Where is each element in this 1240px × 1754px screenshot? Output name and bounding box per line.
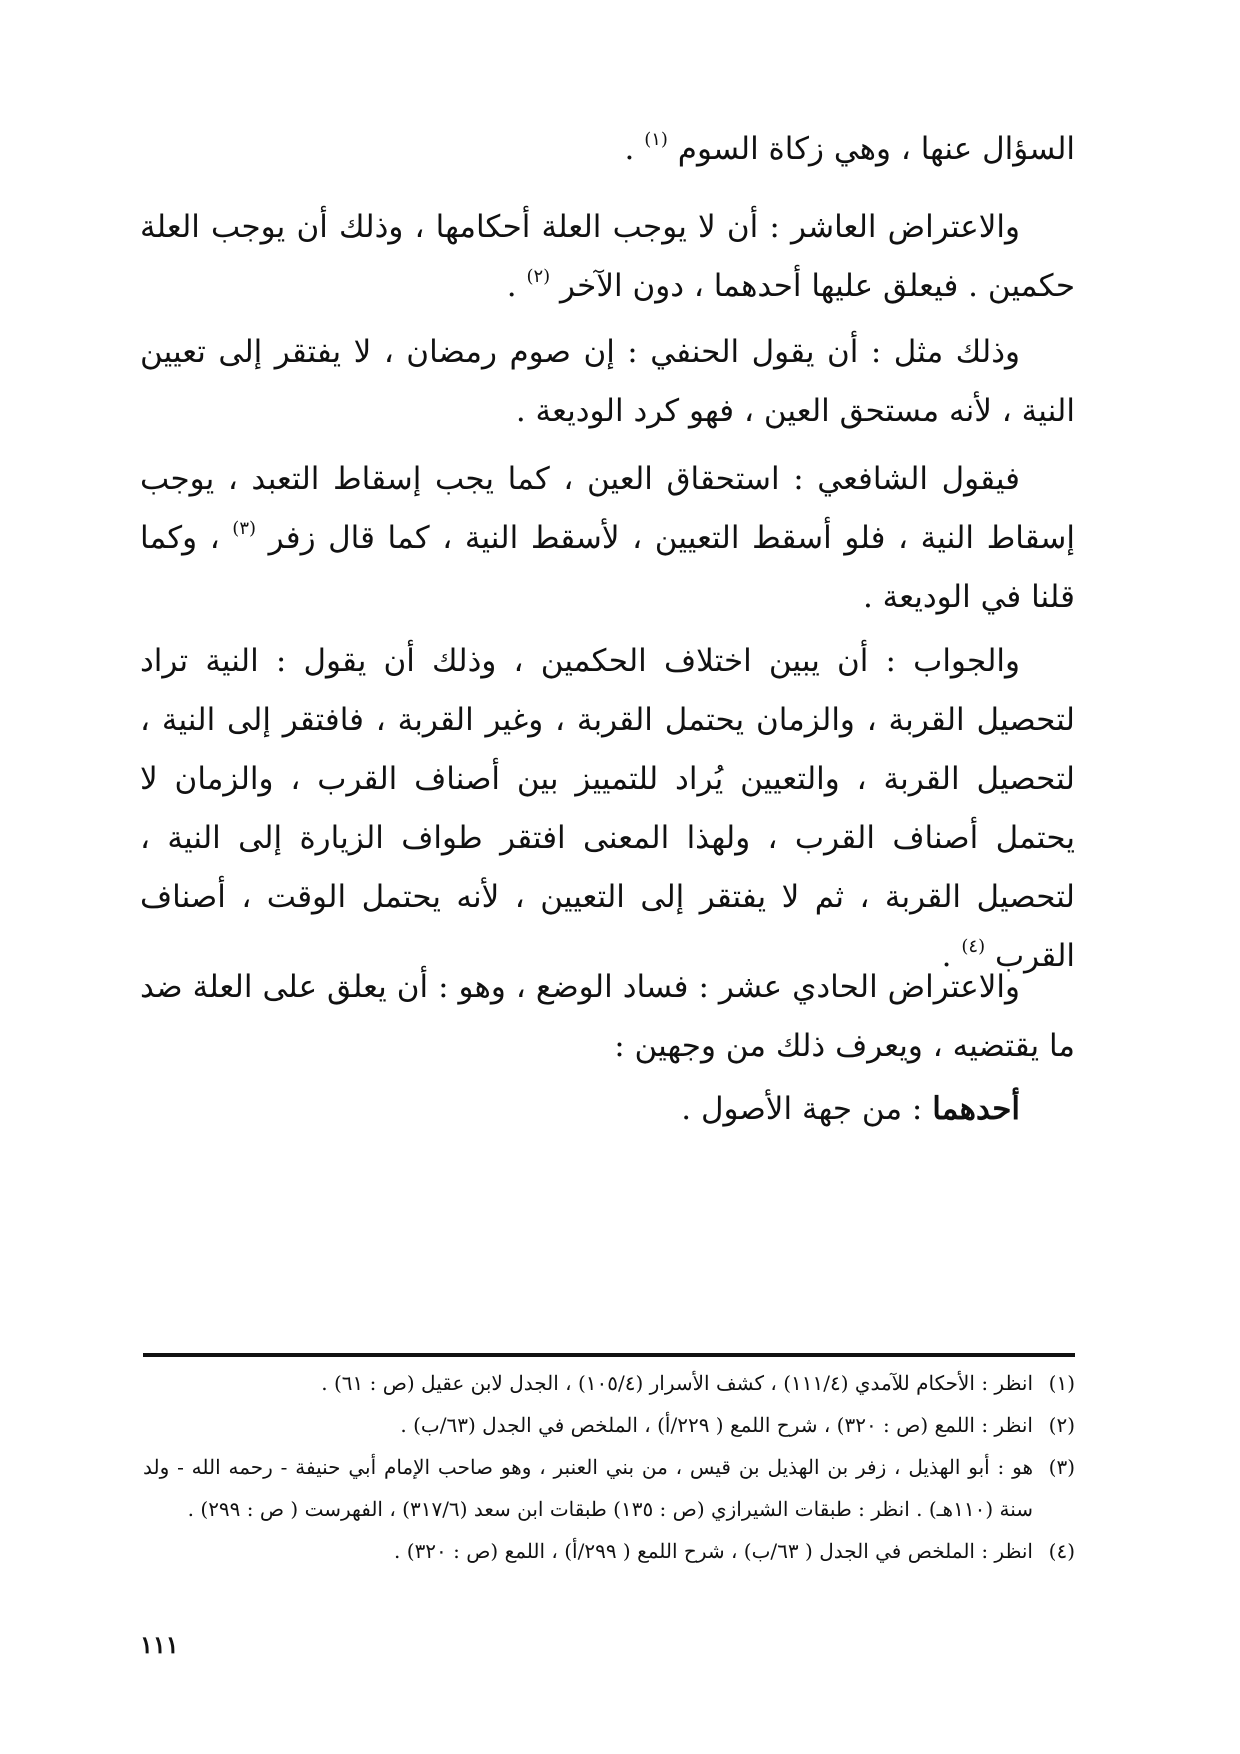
footnotes — [143, 1362, 1075, 1572]
footnote-2-number: (٢) — [1048, 1413, 1075, 1437]
footnote-2 — [143, 1404, 1075, 1446]
paragraph-5 — [140, 632, 1075, 986]
footnote-2-text: انظر : اللمع (ص : ٣٢٠) ، شرح اللمع ( ٢٢٩/أ) ، الملخص في الجدل (٦٣/ب) . — [400, 1413, 1033, 1437]
paragraph-7 — [140, 1080, 1075, 1139]
paragraph-4-text: فيقول الشافعي : استحقاق العين ، كما يجب إسقاط التعبد ، يوجب إسقاط النية ، فلو أسقط التعيين ، لأسقط النية ، كما قال زفر — [140, 461, 1075, 556]
paragraph-3-text: وذلك مثل : أن يقول الحنفي : إن صوم رمضان ، لا يفتقر إلى تعيين النية ، لأنه مستحق العين ، فهو كرد الوديعة . — [140, 334, 1075, 429]
paragraph-1-end: . — [624, 131, 645, 167]
paragraph-5-end: . — [941, 938, 962, 974]
paragraph-2-end: . — [506, 268, 527, 304]
footnote-4-text: انظر : الملخص في الجدل ( ٦٣/ب) ، شرح اللمع ( ٢٩٩/أ) ، اللمع (ص : ٣٢٠) . — [394, 1539, 1033, 1563]
footnote-3-number: (٣) — [1048, 1455, 1075, 1479]
footnote-ref-4: (٤) — [961, 936, 986, 957]
footnote-3 — [143, 1446, 1075, 1530]
footnote-ref-3: (٣) — [232, 518, 257, 539]
paragraph-1 — [140, 120, 1075, 179]
footnote-divider — [143, 1353, 1075, 1357]
paragraph-2 — [140, 198, 1075, 316]
footnote-3-text: هو : أبو الهذيل ، زفر بن الهذيل بن قيس ، من بني العنبر ، وهو صاحب الإمام أبي حنيفة - رحمه الله - ولد سنة (١١٠هـ) . انظر : طبقات الشيرازي (ص : ١٣٥) طبقات ابن سعد (٣١٧/٦) ، الفهرست ( ص : ٢٩٩) . — [143, 1455, 1033, 1521]
paragraph-1-text: السؤال عنها ، وهي زكاة السوم — [677, 131, 1075, 167]
footnote-4-number: (٤) — [1048, 1539, 1075, 1563]
paragraph-5-text: والجواب : أن يبين اختلاف الحكمين ، وذلك أن يقول : النية تراد لتحصيل القربة ، والزمان يحتمل القربة ، وغير القربة ، فافتقر إلى النية ، لتحصيل القربة ، والتعيين يُراد للتمييز بين أصناف القرب ، والزمان لا يحتمل أصناف القرب ، ولهذا المعنى افتقر طواف الزيارة إلى النية ، لتحصيل القربة ، ثم لا يفتقر إلى التعيين ، لأنه يحتمل الوقت ، أصناف القرب — [140, 643, 1075, 974]
paragraph-2-text: والاعتراض العاشر : أن لا يوجب العلة أحكامها ، وذلك أن يوجب العلة حكمين . فيعلق عليها أحدهما ، دون الآخر — [140, 209, 1075, 304]
footnote-ref-1: (١) — [644, 129, 668, 150]
paragraph-6-text: والاعتراض الحادي عشر : فساد الوضع ، وهو : أن يعلق على العلة ضد ما يقتضيه ، ويعرف ذلك من وجهين : — [140, 969, 1075, 1064]
paragraph-7-text: : من جهة الأصول . — [681, 1091, 933, 1127]
footnote-1-text: انظر : الأحكام للآمدي (١١١/٤) ، كشف الأسرار (١٠٥/٤) ، الجدل لابن عقيل (ص : ٦١) . — [321, 1371, 1033, 1395]
paragraph-4-end: ، وكما قلنا في الوديعة . — [140, 520, 1075, 615]
paragraph-7-bold: أحدهما — [932, 1091, 1020, 1127]
footnote-1 — [143, 1362, 1075, 1404]
footnote-4 — [143, 1530, 1075, 1572]
page-number: ١١١ — [140, 1630, 179, 1659]
paragraph-3 — [140, 323, 1075, 441]
footnote-1-number: (١) — [1048, 1371, 1075, 1395]
footnote-ref-2: (٢) — [526, 266, 551, 287]
paragraph-6 — [140, 958, 1075, 1076]
paragraph-4 — [140, 450, 1075, 627]
